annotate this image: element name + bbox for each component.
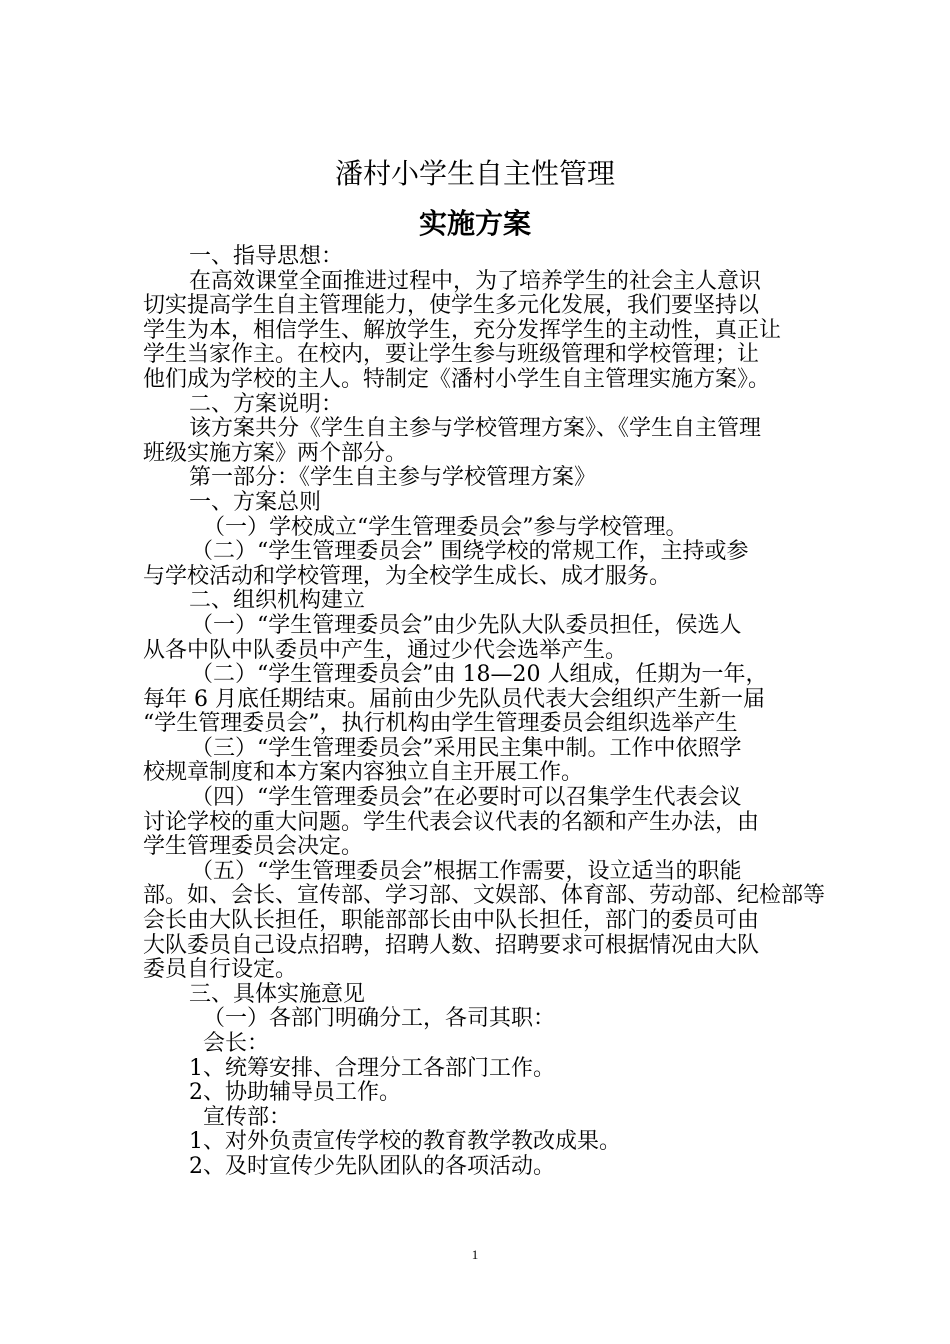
subsection-label: 会长： [203,1031,270,1056]
paragraph-line: （五）“学生管理委员会”根据工作需要，设立适当的职能 [191,858,742,884]
list-item: 2、协助辅导员工作。 [189,1080,401,1106]
paragraph-line: 他们成为学校的主人。特制定《潘村小学生自主管理实施方案》。 [143,366,771,392]
paragraph-line: 每年 6 月底任期结束。届前由少先队员代表大会组织产生新一届 [143,686,765,712]
paragraph-line: 与学校活动和学校管理，为全校学生成长、成才服务。 [143,563,672,589]
paragraph-line: 从各中队中队委员中产生，通过少代会选举产生。 [143,637,628,663]
paragraph-line: （二）“学生管理委员会” 围绕学校的常规工作，主持或参 [191,539,749,565]
section-heading: 二、组织机构建立 [189,588,366,614]
section-heading: 二、方案说明： [189,391,344,417]
paragraph-line: 在高效课堂全面推进过程中，为了培养学生的社会主人意识 [189,268,762,294]
paragraph-line: （一）“学生管理委员会”由少先队大队委员担任，侯选人 [191,612,742,638]
paragraph-line: 大队委员自己设点招聘，招聘人数、招聘要求可根据情况由大队 [143,932,760,958]
paragraph-line: 该方案共分《学生自主参与学校管理方案》、《学生自主管理 [189,416,762,442]
paragraph-line: 学生为本，相信学生、解放学生，充分发挥学生的主动性，真正让 [143,317,782,343]
paragraph-line: 会长由大队长担任，职能部部长由中队长担任，部门的委员可由 [143,908,760,934]
document-title: 潘村小学生自主性管理 [334,157,615,190]
paragraph-line: 学生当家作主。在校内，要让学生参与班级管理和学校管理；让 [143,342,760,368]
paragraph-line: （一）学校成立“学生管理委员会”参与学校管理。 [203,514,688,540]
part-heading: 第一部分：《学生自主参与学校管理方案》 [189,465,597,491]
paragraph-line: 学生管理委员会决定。 [143,834,364,860]
paragraph-line: （二）“学生管理委员会”由 18—20 人组成，任期为一年， [191,662,768,688]
document-body [143,244,826,1180]
paragraph-line: （四）“学生管理委员会”在必要时可以召集学生代表会议 [191,785,742,811]
section-heading: 一、指导思想： [189,244,344,269]
paragraph-line: 校规章制度和本方案内容独立自主开展工作。 [143,760,584,786]
paragraph-line: 委员自行设定。 [143,957,298,983]
list-item: 2、及时宣传少先队团队的各项活动。 [189,1153,555,1179]
paragraph-line: “学生管理委员会”，执行机构由学生管理委员会组织选举产生 [143,711,738,737]
document-subtitle: 实施方案 [418,207,531,240]
paragraph-line: 讨论学校的重大问题。学生代表会议代表的名额和产生办法，由 [143,809,760,835]
section-heading: 三、具体实施意见 [189,981,366,1007]
paragraph-line: 班级实施方案》两个部分。 [143,440,408,466]
subsection-label: 宣传部： [203,1104,292,1130]
paragraph-line: 切实提高学生自主管理能力，使学生多元化发展，我们要坚持以 [143,293,760,319]
section-heading: 一、方案总则 [189,489,322,515]
list-item: 1、统筹安排、合理分工各部门工作。 [189,1055,555,1081]
list-item: 1、对外负责宣传学校的教育教学教改成果。 [189,1129,621,1155]
paragraph-line: （三）“学生管理委员会”采用民主集中制。工作中依照学 [191,735,742,761]
paragraph-line: （一）各部门明确分工，各司其职： [203,1006,556,1032]
page-number: 1 [471,1247,479,1262]
paragraph-line: 部。如、会长、宣传部、学习部、文娱部、体育部、劳动部、纪检部等 [143,883,826,909]
